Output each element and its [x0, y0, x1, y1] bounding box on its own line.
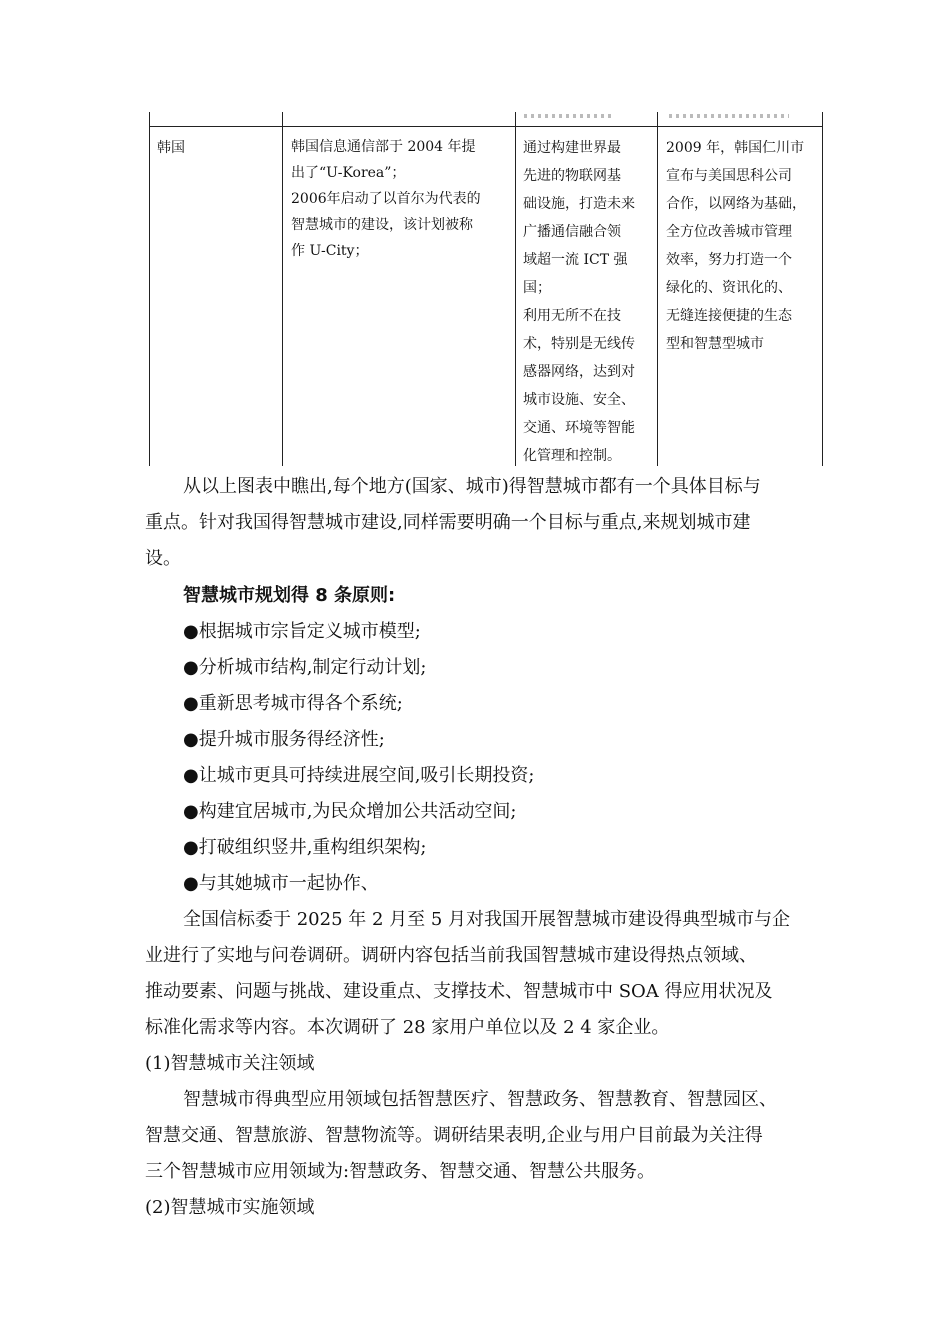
cell-line: 通过构建世界最: [523, 140, 621, 156]
table-cell-case: [666, 134, 816, 358]
table-cell-goal: [523, 134, 651, 470]
principle-item: ●与其她城市一起协作、: [183, 873, 379, 894]
paragraph-line: 标准化需求等内容。本次调研了 28 家用户单位以及 2 4 家企业。: [145, 1017, 670, 1038]
paragraph-line: 设。: [145, 548, 181, 569]
principle-item: ●分析城市结构,制定行动计划;: [183, 657, 427, 678]
cell-line: 无缝连接便捷的生态: [666, 308, 792, 324]
cell-line: 宣布与美国思科公司: [666, 168, 792, 184]
principle-item: ●重新思考城市得各个系统;: [183, 693, 403, 714]
paragraph-line: 三个智慧城市应用领域为:智慧政务、智慧交通、智慧公共服务。: [145, 1161, 656, 1182]
cut-text-artifact: [524, 114, 614, 118]
paragraph-line: 业进行了实地与问卷调研。调研内容包括当前我国智慧城市建设得热点领域、: [145, 945, 757, 966]
paragraph-line: 全国信标委于 2025 年 2 月至 5 月对我国开展智慧城市建设得典型城市与企: [183, 909, 791, 930]
table-border: [282, 126, 283, 466]
cut-text-artifact: [669, 114, 789, 118]
cell-line: 交通、环境等智能: [523, 420, 635, 436]
principle-item: ●打破组织竖井,重构组织架构;: [183, 837, 427, 858]
cell-line: 础设施，打造未来: [523, 196, 635, 212]
paragraph-line: 推动要素、问题与挑战、建设重点、支撑技术、智慧城市中 SOA 得应用状况及: [145, 981, 773, 1002]
paragraph-line: 从以上图表中瞧出,每个地方(国家、城市)得智慧城市都有一个具体目标与: [183, 476, 761, 497]
table-border: [515, 112, 516, 126]
table-border: [822, 126, 823, 466]
country-label: 韩国: [157, 140, 185, 156]
table-border: [657, 126, 658, 466]
section-title: (1)智慧城市关注领域: [145, 1053, 315, 1074]
cell-line: 作 U-City；: [291, 243, 369, 259]
principles-heading: 智慧城市规划得 8 条原则:: [183, 585, 396, 606]
table-cell-country: [157, 134, 277, 162]
cell-line: 域超一流 ICT 强: [523, 252, 628, 268]
cell-line: 利用无所不在技: [523, 308, 621, 324]
cell-line: 感器网络，达到对: [523, 364, 635, 380]
principle-item: ●根据城市宗旨定义城市模型;: [183, 621, 421, 642]
cell-line: 城市设施、安全、: [523, 392, 635, 408]
section-title: (2)智慧城市实施领域: [145, 1197, 315, 1218]
table-border: [822, 112, 823, 126]
cell-line: 2006年启动了以首尔为代表的: [291, 191, 481, 207]
cell-line: 出了“U-Korea”；: [291, 165, 406, 181]
cell-line: 2009 年，韩国仁川市: [666, 140, 805, 156]
table-border: [657, 112, 658, 126]
table-border: [282, 112, 283, 126]
principle-item: ●构建宜居城市,为民众增加公共活动空间;: [183, 801, 517, 822]
cell-line: 广播通信融合领: [523, 224, 621, 240]
principle-item: ●提升城市服务得经济性;: [183, 729, 385, 750]
cell-line: 合作，以网络为基础，: [666, 196, 806, 212]
cell-line: 韩国信息通信部于 2004 年提: [291, 139, 476, 155]
cell-line: 国；: [523, 280, 551, 296]
table-border: [515, 126, 516, 466]
cell-line: 智慧城市的建设，该计划被称: [291, 217, 473, 233]
table-border: [149, 126, 150, 466]
cell-line: 先进的物联网基: [523, 168, 621, 184]
principle-item: ●让城市更具可持续进展空间,吸引长期投资;: [183, 765, 535, 786]
comparison-table-fragment: [149, 126, 823, 466]
table-border: [149, 112, 150, 126]
cell-line: 效率，努力打造一个: [666, 252, 792, 268]
cell-line: 绿化的、资讯化的、: [666, 280, 792, 296]
cell-line: 全方位改善城市管理: [666, 224, 792, 240]
paragraph-line: 重点。针对我国得智慧城市建设,同样需要明确一个目标与重点,来规划城市建: [145, 512, 751, 533]
cell-line: 型和智慧型城市: [666, 336, 764, 352]
table-row-border: [149, 126, 823, 127]
table-cell-initiative: [291, 134, 511, 264]
paragraph-line: 智慧交通、智慧旅游、智慧物流等。调研结果表明,企业与用户目前最为关注得: [145, 1125, 763, 1146]
cell-line: 化管理和控制。: [523, 448, 621, 464]
paragraph-line: 智慧城市得典型应用领域包括智慧医疗、智慧政务、智慧教育、智慧园区、: [183, 1089, 777, 1110]
cell-line: 术，特别是无线传: [523, 336, 635, 352]
